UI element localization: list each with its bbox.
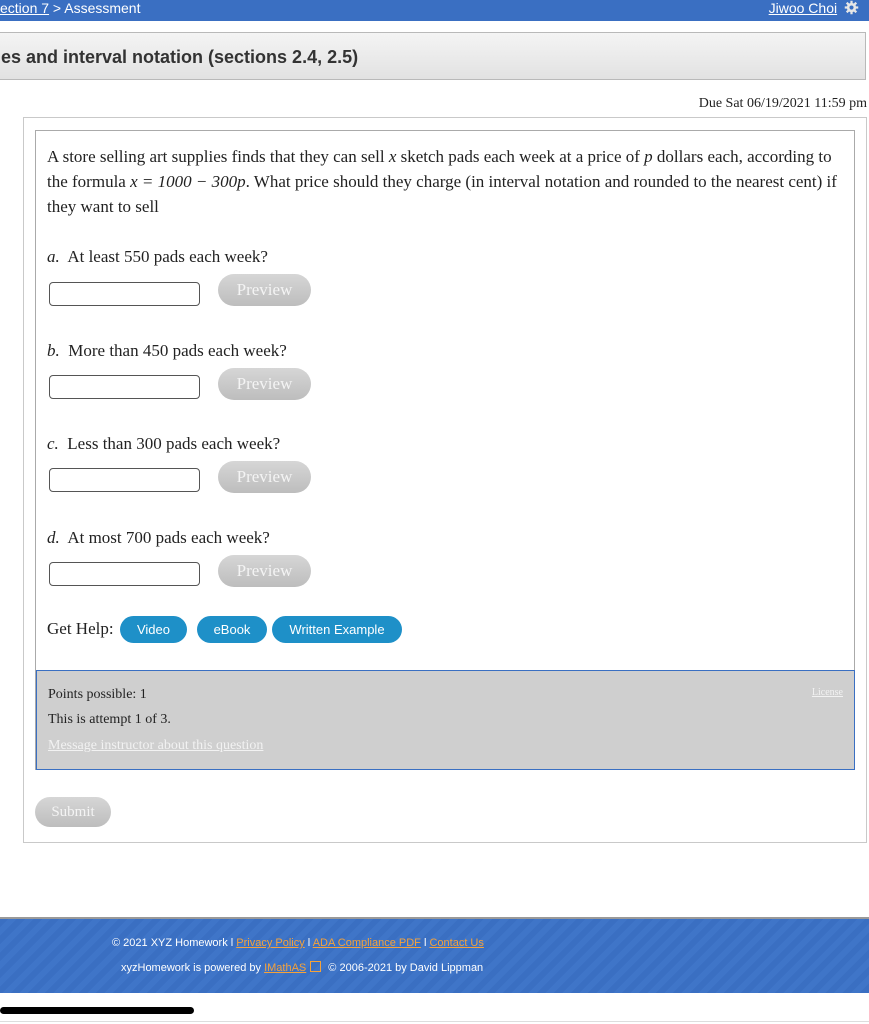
part-letter: b. bbox=[47, 341, 60, 360]
question-text-part: . What price should they charge (in interval notation and rounded to the nearest cent) if they want to sell bbox=[47, 172, 837, 216]
formula: x = 1000 − 300p bbox=[130, 172, 246, 191]
message-instructor-link[interactable]: Message instructor about this question bbox=[48, 738, 264, 753]
license-link[interactable]: License bbox=[811, 687, 843, 698]
bottom-divider bbox=[0, 1021, 869, 1022]
answer-input-d[interactable] bbox=[49, 562, 200, 586]
home-indicator bbox=[0, 1007, 194, 1014]
due-date: Due Sat 06/19/2021 11:59 pm bbox=[698, 96, 867, 111]
preview-button-c[interactable]: Preview bbox=[218, 461, 311, 493]
question-text-part: A store selling art supplies finds that they can sell bbox=[47, 147, 389, 166]
answer-input-c[interactable] bbox=[49, 468, 200, 492]
breadcrumb bbox=[0, 0, 140, 17]
part-d-label bbox=[47, 528, 270, 548]
breadcrumb-separator: > bbox=[49, 0, 65, 16]
answer-input-a[interactable] bbox=[49, 282, 200, 306]
part-a-label bbox=[47, 247, 268, 267]
variable-p: p bbox=[644, 147, 653, 166]
footer-separator: l bbox=[304, 937, 313, 949]
question-info-panel bbox=[36, 670, 855, 770]
footer-line-1 bbox=[112, 937, 484, 949]
written-example-button[interactable]: Written Example bbox=[272, 616, 402, 643]
question-text-part: dollars each, according to the formula bbox=[47, 147, 832, 191]
gear-icon[interactable] bbox=[844, 0, 859, 19]
user-name-link[interactable]: Jiwoo Choi bbox=[768, 0, 838, 16]
question-text bbox=[47, 144, 842, 219]
footer-copyright-2: © 2006-2021 by David Lippman bbox=[325, 962, 484, 974]
breadcrumb-link-section[interactable]: ection 7 bbox=[0, 0, 50, 16]
footer-copyright: © 2021 XYZ Homework l bbox=[112, 937, 237, 949]
imathas-link[interactable]: IMathAS bbox=[264, 962, 307, 974]
get-help-label: Get Help: bbox=[47, 619, 114, 638]
part-letter: a. bbox=[47, 247, 60, 266]
ebook-help-button[interactable]: eBook bbox=[197, 616, 267, 643]
footer-line-2 bbox=[121, 961, 483, 974]
question-text-part: sketch pads each week at a price of bbox=[396, 147, 645, 166]
preview-button-d[interactable]: Preview bbox=[218, 555, 311, 587]
part-letter: d. bbox=[47, 528, 60, 547]
submit-button[interactable]: Submit bbox=[35, 797, 111, 827]
part-text: At most 700 pads each week? bbox=[67, 528, 270, 547]
top-bar bbox=[0, 0, 869, 21]
powered-by-text: xyzHomework is powered by bbox=[121, 962, 265, 974]
assessment-title-panel bbox=[0, 32, 866, 80]
ada-compliance-link[interactable]: ADA Compliance PDF bbox=[312, 937, 421, 949]
points-possible: Points possible: 1 bbox=[48, 687, 147, 702]
variable-x: x bbox=[388, 147, 397, 166]
footer-separator: l bbox=[420, 937, 430, 949]
privacy-policy-link[interactable]: Privacy Policy bbox=[236, 937, 305, 949]
page-title: es and interval notation (sections 2.4, 2.5) bbox=[1, 47, 359, 67]
breadcrumb-current: Assessment bbox=[64, 0, 141, 16]
preview-button-b[interactable]: Preview bbox=[218, 368, 311, 400]
part-text: Less than 300 pads each week? bbox=[67, 434, 281, 453]
answer-input-b[interactable] bbox=[49, 375, 200, 399]
part-c-label bbox=[47, 434, 280, 454]
part-b-label bbox=[47, 341, 287, 361]
part-text: More than 450 pads each week? bbox=[68, 341, 287, 360]
user-menu[interactable] bbox=[769, 0, 859, 19]
external-link-icon bbox=[310, 961, 321, 972]
preview-button-a[interactable]: Preview bbox=[218, 274, 311, 306]
attempt-count: This is attempt 1 of 3. bbox=[48, 712, 171, 727]
part-text: At least 550 pads each week? bbox=[67, 247, 268, 266]
contact-us-link[interactable]: Contact Us bbox=[429, 937, 484, 949]
part-letter: c. bbox=[47, 434, 59, 453]
footer bbox=[0, 917, 869, 993]
video-help-button[interactable]: Video bbox=[120, 616, 187, 643]
